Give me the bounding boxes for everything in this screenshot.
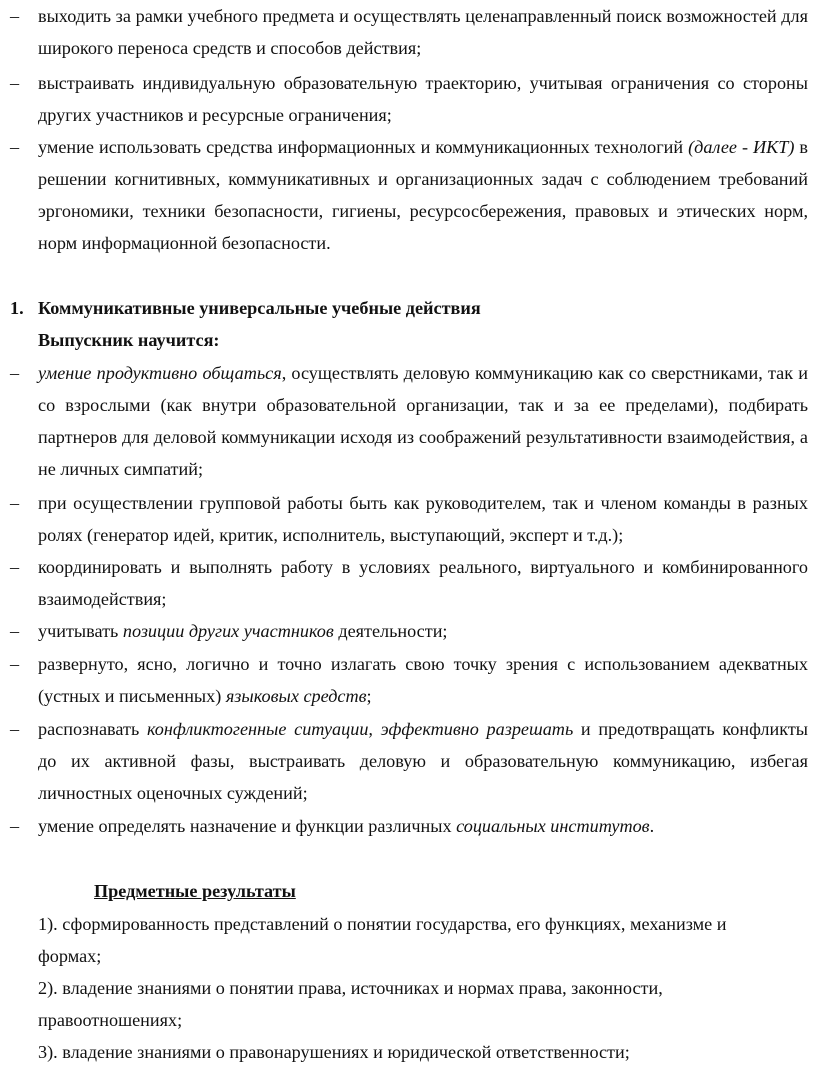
list-item-text: развернуто, ясно, логично и точно излагать свою точку зрения с использованием адекватных (устных и письменных) языковых средств; <box>38 654 808 706</box>
numbered-item: 3). владение знаниями о правонарушениях и юридической ответственности; <box>38 1042 630 1062</box>
italic-term: языковых средств <box>225 686 367 706</box>
bullet-dash: – <box>10 719 20 739</box>
bullet-dash: – <box>10 363 20 383</box>
list-item-text: умение использовать средства информационных и коммуникационных технологий (далее - ИКТ) в решении когнитивных, коммуникативных и организационных задач с соблюдением требований эргономики, техники безопасности, гигиены, ресурсосбережения, правовых и этических норм, норм информационной безопасности. <box>38 137 808 253</box>
list-item <box>10 810 808 842</box>
subject-results-heading: Предметные результаты <box>94 881 296 901</box>
list-item <box>10 131 808 259</box>
list-item-text: умение продуктивно общаться, осуществлять деловую коммуникацию как со сверстниками, так и со взрослыми (как внутри образовательной организации, так и за ее пределами), подбирать партнеров для деловой коммуникации исходя из соображений результативности взаимодействия, а не личных симпатий; <box>38 363 808 479</box>
bullet-dash: – <box>10 557 20 577</box>
numbered-item: 1). сформированность представлений о понятии государства, его функциях, механизме и формах; <box>38 914 727 966</box>
section-subtitle: Выпускник научится: <box>38 330 220 350</box>
list-item <box>10 0 808 64</box>
list-item-text: выходить за рамки учебного предмета и осуществлять целенаправленный поиск возможностей для широкого переноса средств и способов действия; <box>38 6 808 58</box>
bullet-dash: – <box>10 493 20 513</box>
list-item <box>10 357 808 485</box>
list-item-text: при осуществлении групповой работы быть как руководителем, так и членом команды в разных ролях (генератор идей, критик, исполнитель, выступающий, эксперт и т.д.); <box>38 493 808 545</box>
bullet-dash: – <box>10 6 20 26</box>
list-item-text: выстраивать индивидуальную образовательную траекторию, учитывая ограничения со стороны других участников и ресурсные ограничения; <box>38 73 808 125</box>
list-item <box>10 615 808 647</box>
bullet-dash: – <box>10 73 20 93</box>
bullet-dash: – <box>10 621 20 641</box>
italic-term: (далее - ИКТ) <box>688 137 795 157</box>
section-title: Коммуникативные универсальные учебные действия <box>38 298 481 318</box>
numbered-item: 2). владение знаниями о понятии права, источниках и нормах права, законности, правоотношениях; <box>38 978 663 1030</box>
italic-term: умение продуктивно общаться <box>38 363 282 383</box>
section-number: 1. <box>10 298 24 318</box>
list-item-text: координировать и выполнять работу в условиях реального, виртуального и комбинированного взаимодействия; <box>38 557 808 609</box>
bullet-dash: – <box>10 137 20 157</box>
list-item <box>10 67 808 131</box>
list-item <box>10 487 808 551</box>
section-heading <box>10 292 481 324</box>
italic-term: позиции других участников <box>122 621 334 641</box>
list-item <box>10 713 808 809</box>
italic-term: социальных институтов <box>456 816 650 836</box>
list-item <box>10 551 808 615</box>
list-item-text: умение определять назначение и функции различных социальных институтов. <box>38 816 655 836</box>
bullet-dash: – <box>10 654 20 674</box>
list-item <box>10 648 808 712</box>
list-item-text: распознавать конфликтогенные ситуации, эффективно разрешать и предотвращать конфликты до их активной фазы, выстраивать деловую и образовательную коммуникацию, избегая личностных оценочных суждений; <box>38 719 808 803</box>
bullet-dash: – <box>10 816 20 836</box>
italic-term: конфликтогенные ситуации, эффективно разрешать <box>146 719 574 739</box>
list-item-text: учитывать позиции других участников деятельности; <box>38 621 448 641</box>
